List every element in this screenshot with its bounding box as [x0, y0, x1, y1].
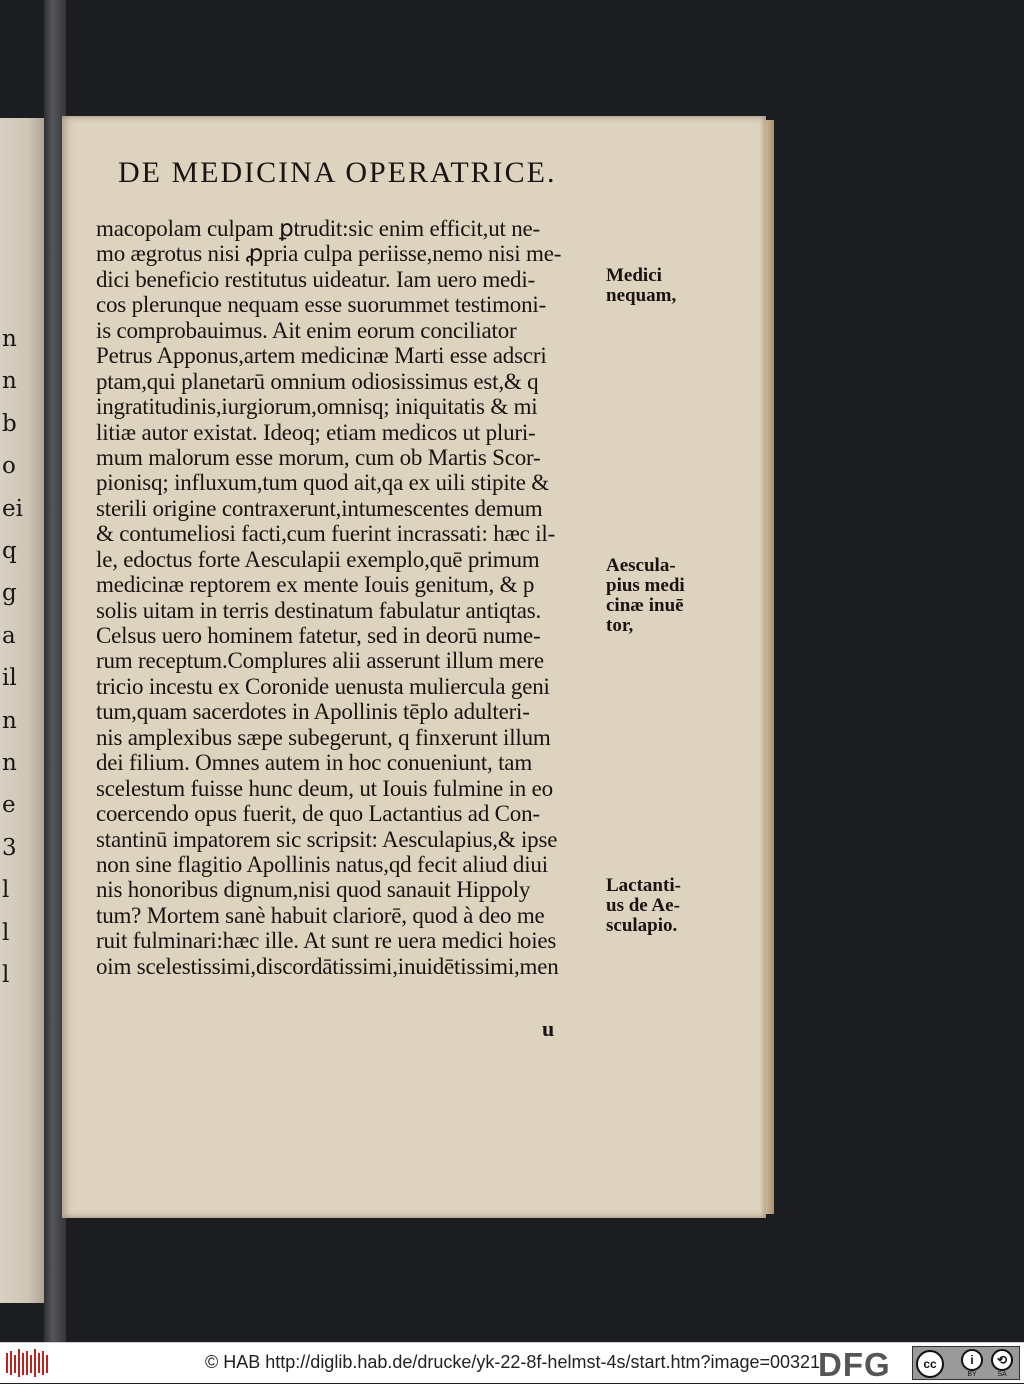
margin-note-lactantius — [606, 876, 706, 936]
text-line: ruit fulminari:hæc ille. At sunt re uera medici hoies — [96, 928, 557, 954]
previous-page-letter: n — [2, 707, 17, 734]
text-line: tum? Mortem sanè habuit clariorē, quod à deo me — [96, 902, 545, 928]
margin-note-line: pius medi — [606, 575, 685, 596]
running-head: DE MEDICINA OPERATRICE. — [118, 156, 557, 189]
text-line: is comprobauimus. Ait enim eorum conciliator — [96, 317, 517, 343]
page-edge — [766, 120, 774, 1214]
margin-note-aesculapius — [606, 556, 706, 636]
previous-page-letter: l — [2, 919, 10, 946]
text-line: dei filium. Omnes autem in hoc conueniunt, tam — [96, 750, 533, 776]
margin-note-line: us de Ae- — [606, 895, 680, 916]
book-page — [62, 116, 766, 1218]
text-line: nis honoribus dignum,nisi quod sanauit Hippoly — [96, 877, 531, 903]
text-line: pionisq; influxum,tum quod ait,qa ex uili stipite & — [96, 470, 549, 496]
text-line: Petrus Apponus,artem medicinæ Marti esse adscri — [96, 343, 547, 369]
text-line: macopolam culpam ꝑtrudit:sic enim efficit,ut ne- — [96, 216, 540, 241]
previous-page-letter: ei — [2, 495, 23, 522]
margin-note-line: cinæ inuē — [606, 595, 684, 616]
text-line: scelestum fuisse hunc deum, ut Iouis fulmine in eo — [96, 775, 553, 801]
previous-page-letter: il — [2, 665, 17, 692]
previous-page-letter: n — [2, 326, 17, 352]
dfg-logo: DFG — [818, 1346, 891, 1383]
previous-page-letter: b — [2, 410, 17, 437]
hab-barcode-logo-icon — [6, 1349, 48, 1377]
margin-note-line: Medici — [606, 265, 662, 286]
text-line: le, edoctus forte Aesculapii exemplo,quē primum — [96, 546, 540, 572]
text-line: Celsus uero hominem fatetur, sed in deorū nume- — [96, 623, 541, 648]
cc-icon: cc — [916, 1350, 944, 1378]
credit-link[interactable]: © HAB http://diglib.hab.de/drucke/yk-22-8f-helmst-4s/start.htm?image=00321 — [205, 1352, 821, 1372]
text-line: oim scelestissimi,discordātissimi,inuidētissimi,men — [96, 953, 559, 979]
catchword: u — [542, 1016, 555, 1041]
previous-page-letter: e — [2, 792, 16, 819]
text-line: & contumeliosi facti,cum fuerint incrassati: hæc il- — [96, 521, 556, 547]
text-line: rum receptum.Complures alii asserunt illum mere — [96, 648, 544, 674]
text-line: mum malorum esse morum, cum ob Martis Scor- — [96, 444, 541, 470]
text-line: solis uitam in terris destinatum fabulatur antiqtas. — [96, 597, 542, 623]
cc-license-badge[interactable] — [912, 1346, 1020, 1380]
margin-note-line: Aescula- — [606, 555, 676, 576]
margin-note-line: tor, — [606, 615, 634, 636]
previous-page-letter: g — [2, 580, 17, 607]
previous-page-letter: o — [2, 453, 16, 480]
text-line: coercendo opus fuerit, de quo Lactantius ad Con- — [96, 801, 540, 827]
previous-page-letter: n — [2, 750, 17, 777]
previous-page-letter: l — [2, 877, 10, 904]
text-line: ptam,qui planetarū omnium odiosissimus est,& q — [96, 368, 539, 394]
text-line: non sine flagitio Apollinis natus,qd fecit aliud diui — [96, 851, 548, 877]
text-line: dici beneficio restitutus uideatur. Iam uero medi- — [96, 266, 535, 292]
previous-page-letters — [2, 318, 26, 997]
previous-page-letter: n — [2, 368, 17, 395]
body-text — [96, 216, 608, 979]
sa-label: SA — [997, 1371, 1007, 1378]
text-line: tum,quam sacerdotes in Apollinis tēplo adulteri- — [96, 699, 530, 725]
text-line: tricio incestu ex Coronide uenusta muliercula geni — [96, 673, 550, 699]
by-person-icon: i — [961, 1349, 983, 1371]
share-alike-icon: ⟲ — [991, 1349, 1013, 1371]
margin-note-medici — [606, 266, 706, 306]
footer-bar — [0, 1342, 1024, 1383]
previous-page-letter: a — [2, 622, 16, 649]
text-line: stantinū impatorem sic scripsit: Aesculapius,& ipse — [96, 826, 558, 852]
previous-page-letter: q — [2, 538, 17, 565]
text-line: sterili origine contraxerunt,intumescentes demum — [96, 495, 543, 521]
previous-page-edge — [0, 118, 50, 1303]
margin-note-line: Lactanti- — [606, 875, 681, 896]
text-line: mo ægrotus nisi ꝓpria culpa periisse,nemo nisi me- — [96, 241, 562, 267]
text-line: nis amplexibus sæpe subegerunt, q finxerunt illum — [96, 724, 551, 750]
margin-note-line: sculapio. — [606, 915, 678, 936]
previous-page-letter: 3 — [2, 834, 17, 861]
by-label: BY — [967, 1371, 977, 1378]
text-line: litiæ autor existat. Ideoq; etiam medicos ut pluri- — [96, 419, 536, 445]
previous-page-letter: l — [2, 962, 10, 989]
text-line: ingratitudinis,iurgiorum,omnisq; iniquitatis & mi — [96, 394, 538, 420]
text-line: medicinæ reptorem ex mente Iouis genitum, & p — [96, 572, 535, 598]
text-line: cos plerunque nequam esse suorummet testimoni- — [96, 292, 547, 318]
margin-note-line: nequam, — [606, 285, 677, 306]
